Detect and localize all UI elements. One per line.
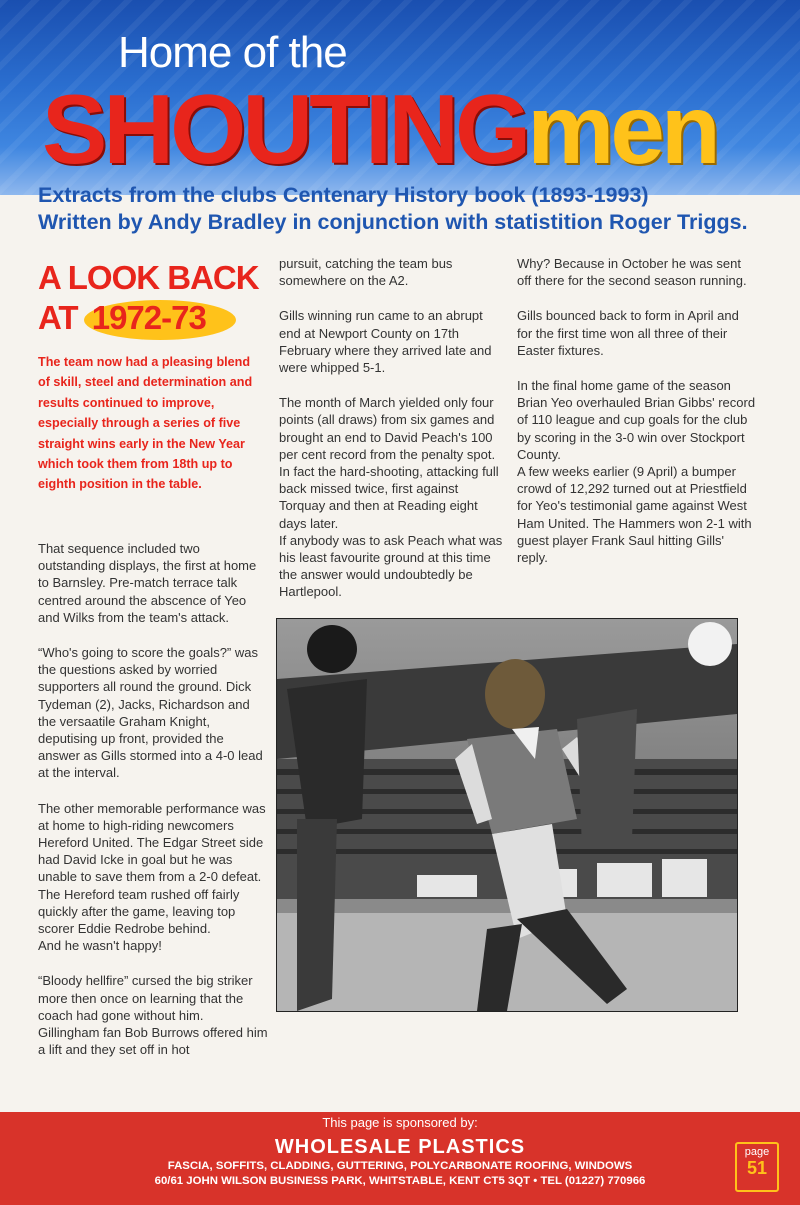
match-photo [276,618,738,1012]
title-shouting: SHOUTING [42,74,528,184]
left-paragraph-6: “Bloody hellfire” cursed the big striker more then once on learning that the coach had gone without him. Gillingham fan Bob Burrows offered him a lift and they set off in hot [38,973,268,1058]
headline-line-2 [38,298,259,338]
page-number-box [735,1142,779,1192]
right-paragraph-1: Why? Because in October he was sent off there for the second season running. [517,256,747,289]
headline [38,258,259,338]
middle-paragraph-1: pursuit, catching the team bus somewhere on the A2. [279,256,453,289]
middle-column [279,255,504,619]
headline-at: AT [38,299,78,336]
sponsor-address: 60/61 JOHN WILSON BUSINESS PARK, WHITSTABLE, KENT CT5 3QT • TEL (01227) 770966 [154,1175,646,1187]
title-main [42,74,717,184]
subtitle [38,182,798,236]
subtitle-line-2: Written by Andy Bradley in conjunction with statistition Roger Triggs. [38,210,748,234]
right-paragraph-4: A few weeks earlier (9 April) a bumper crowd of 12,292 turned out at Priestfield for Yeo's testimonial game against West Ham United. The Hammers won 2-1 with guest player Frank Saul hitting Gills' reply. [517,464,752,566]
middle-paragraph-2: Gills winning run came to an abrupt end at Newport County on 17th February where they arrived late and were whipped 5-1. [279,308,492,376]
year-highlight [92,298,206,338]
middle-paragraph-3: The month of March yielded only four points (all draws) from six games and brought an end to David Peach's 100 per cent record from the penalty spot. In fact the hard-shooting, attacking full back missed twice, first against Torquay and then at Reading eight days later. [279,395,499,531]
headline-line-1: A LOOK BACK [38,259,259,296]
right-column [517,255,757,584]
title-home-of: Home of the [118,28,347,77]
left-column [38,540,268,1076]
left-paragraph-4: The Hereford team rushed off fairly quickly after the game, leaving top scorer Eddie Redrobe behind. [38,886,240,937]
sponsored-by-text: This page is sponsored by: [322,1115,478,1130]
right-paragraph-3: In the final home game of the season Brian Yeo overhauled Brian Gibbs' record of 110 league and cup goals for the club by scoring in the 3-0 win over Stockport County. [517,378,756,462]
left-paragraph-1: That sequence included two outstanding displays, the first at home to Barnsley. Pre-match terrace talk centred around the abscence of Yeo and Wilks from the team's attack. [38,541,257,625]
middle-paragraph-4: If anybody was to ask Peach what was his least favourite ground at this time the answer would undoubtedly be Hartlepool. [279,532,503,600]
page-number: 51 [746,1158,768,1178]
sponsor-services: FASCIA, SOFFITS, CLADDING, GUTTERING, POLYCARBONATE ROOFING, WINDOWS [167,1160,633,1172]
headline-year: 1972-73 [91,299,206,336]
match-photo-illustration [277,619,737,1011]
left-paragraph-2: “Who's going to score the goals?” was the questions asked by worried supporters all round the ground. Dick Tydeman (2), Jacks, Richardson and the versaatile Graham Knight, deputising up front, provided the answer as Gills stormed into a 4-0 lead at the interval. [38,645,263,781]
page-label: page [744,1146,770,1158]
right-paragraph-2: Gills bounced back to form in April and for the first time won all three of their Easter fixtures. [517,308,739,358]
subtitle-line-1: Extracts from the clubs Centenary History book (1893-1993) [38,183,649,207]
intro-paragraph: The team now had a pleasing blend of skill, steel and determination and results continued to improve, especially through a series of five straight wins early in the New Year which took them from 18th up to eighth position in the table. [38,355,253,492]
header-banner [0,0,800,195]
left-paragraph-5: And he wasn't happy! [38,938,162,954]
left-paragraph-3: The other memorable performance was at home to high-riding newcomers Hereford United. The Edgar Street side had David Icke in goal but he was unable to save them from a 2-0 defeat. [38,800,266,885]
sponsor-name: WHOLESALE PLASTICS [274,1136,526,1158]
title-men: men [527,74,717,184]
